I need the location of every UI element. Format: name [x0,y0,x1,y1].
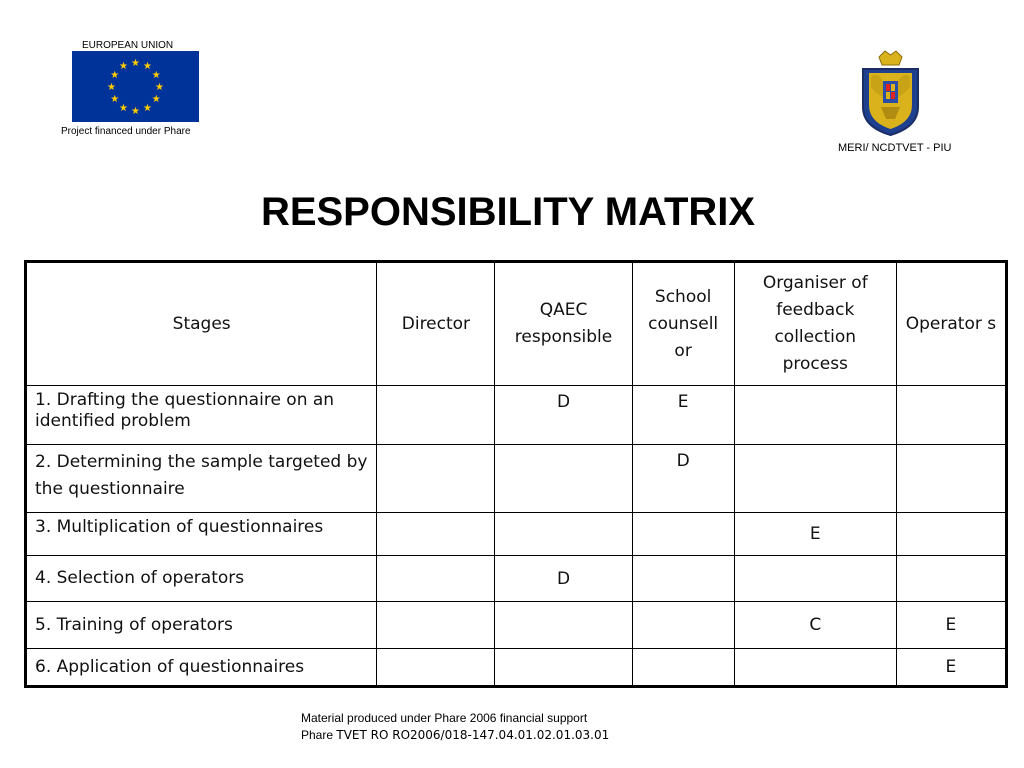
counsellor-cell [632,602,734,649]
eu-star-icon: ★ [143,61,152,73]
operators-cell [896,513,1006,556]
romania-coat-of-arms-icon [857,47,924,137]
eu-caption: EUROPEAN UNION [82,40,174,51]
header-counsellor: School counsell or [632,262,734,386]
operators-cell [896,386,1006,445]
stage-cell: 2. Determining the sample targeted by the questionnaire [26,445,377,513]
table-row [26,602,1007,649]
table-row [26,649,1007,687]
qaec-cell [495,649,632,687]
eu-star-icon: ★ [119,61,128,73]
stage-cell: 4. Selection of operators [26,556,377,602]
eu-star-icon: ★ [131,58,140,69]
header-operators: Operator s [896,262,1006,386]
organiser-cell: C [734,602,896,649]
director-cell [377,649,495,687]
footer [301,710,609,744]
footer-line-2 [301,727,609,744]
organiser-cell [734,649,896,687]
counsellor-cell [632,556,734,602]
header-director: Director [377,262,495,386]
director-cell [377,602,495,649]
footer-code: TVET RO RO2006/018-147.04.01.02.01.03.01 [336,728,610,742]
counsellor-cell [632,513,734,556]
eu-star-icon: ★ [143,102,152,114]
eu-star-icon: ★ [110,70,120,81]
stage-cell: 6. Application of questionnaires [26,649,377,687]
operators-cell [896,556,1006,602]
table-row [26,445,1007,513]
org-label: MERI/ NCDTVET - PIU [838,142,952,154]
stage-cell: 5. Training of operators [26,602,377,649]
footer-line-1: Material produced under Phare 2006 financial support [301,711,588,725]
operators-cell: E [896,602,1006,649]
eu-star-icon: ★ [107,82,116,93]
director-cell [377,445,495,513]
operators-cell: E [896,649,1006,687]
director-cell [377,556,495,602]
organiser-cell [734,445,896,513]
organiser-cell: E [734,513,896,556]
stage-cell: 1. Drafting the questionnaire on an identified problem [26,386,377,445]
eu-star-icon: ★ [151,94,161,105]
director-cell [377,513,495,556]
table-row [26,513,1007,556]
responsibility-table [24,260,1008,688]
qaec-cell: D [495,386,632,445]
eu-star-icon: ★ [155,82,164,93]
counsellor-cell: E [632,386,734,445]
page-title: RESPONSIBILITY MATRIX [260,190,756,234]
qaec-cell [495,513,632,556]
qaec-cell [495,445,632,513]
eu-star-icon: ★ [110,94,120,105]
footer-prefix: Phare [301,728,334,742]
eu-star-icon: ★ [131,106,140,117]
organiser-cell [734,386,896,445]
counsellor-cell: D [632,445,734,513]
table-row [26,556,1007,602]
qaec-cell [495,602,632,649]
qaec-cell: D [495,556,632,602]
director-cell [377,386,495,445]
eu-star-icon: ★ [151,70,161,81]
table-row [26,386,1007,445]
table-header-row [26,262,1007,386]
operators-cell [896,445,1006,513]
eu-flag-logo [72,51,199,122]
header-stages: Stages [26,262,377,386]
stage-cell: 3. Multiplication of questionnaires [26,513,377,556]
header-organiser: Organiser of feedback collection process [734,262,896,386]
eu-star-icon: ★ [119,102,128,114]
counsellor-cell [632,649,734,687]
organiser-cell [734,556,896,602]
header-qaec: QAEC responsible [495,262,632,386]
eu-subcaption: Project financed under Phare [61,126,191,137]
